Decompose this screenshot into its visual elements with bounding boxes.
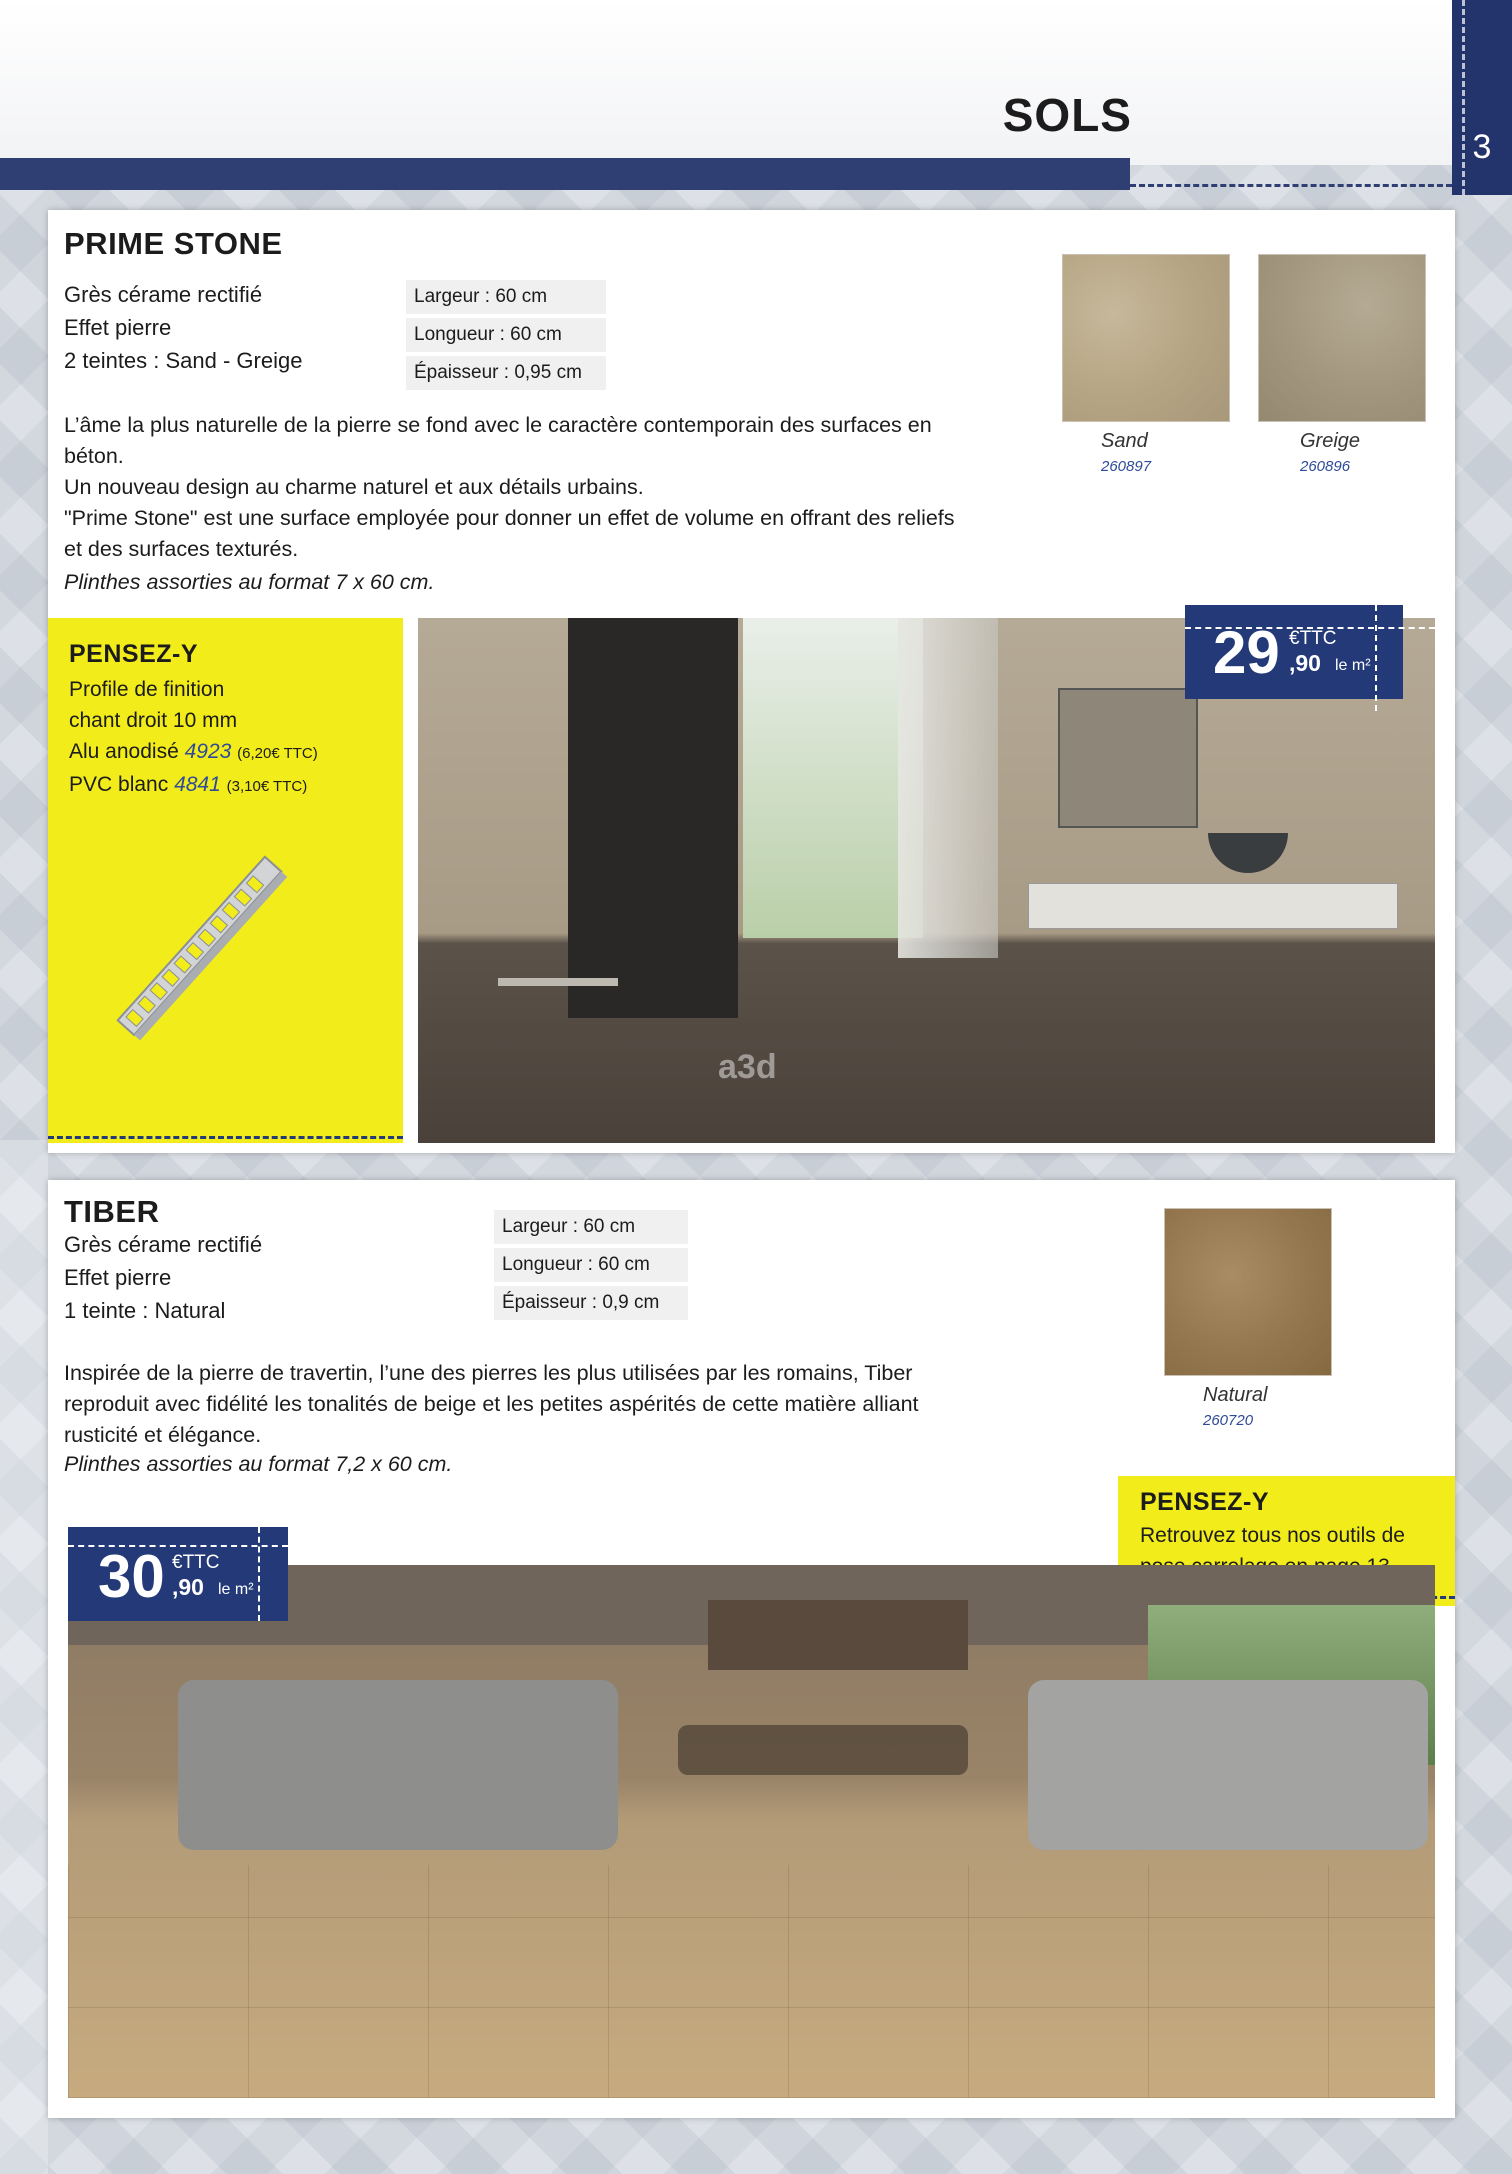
description-line: rusticité et élégance. — [64, 1423, 262, 1447]
feature-text: Effet pierre — [64, 315, 172, 340]
price-dashed-line — [68, 1545, 288, 1547]
pensez-line: chant droit 10 mm — [69, 709, 238, 732]
price-badge — [68, 1527, 288, 1621]
photo-travertine-floor — [68, 1865, 1435, 2098]
photo-coffee-table — [678, 1725, 968, 1775]
price-decimal: ,90 — [1289, 650, 1321, 676]
pensez-price: (3,10€ TTC) — [226, 778, 308, 795]
photo-dark-wall — [568, 618, 738, 1018]
price-badge — [1185, 605, 1403, 699]
pensez-line — [69, 769, 399, 802]
description-line: Un nouveau design au charme naturel et aux détails urbains. — [64, 475, 644, 499]
spec-thickness: Épaisseur : 0,9 cm — [494, 1286, 688, 1320]
description-line: reproduit avec fidélité les tonalités de beige et les petites aspérités de cette matière alliant — [64, 1392, 919, 1416]
tiber-panel — [48, 1180, 1455, 2118]
spec-length: Longueur : 60 cm — [406, 318, 606, 352]
header-dashed-line — [1130, 184, 1452, 187]
photo-side-table — [498, 978, 618, 986]
pensez-label: Alu anodisé — [69, 740, 179, 763]
header-band — [0, 0, 1452, 165]
page-number: 3 — [1472, 128, 1492, 166]
background-tile — [0, 1140, 48, 2174]
product-name: PRIME STONE — [64, 226, 283, 261]
price-dashed-line — [1185, 627, 1435, 629]
swatch-name: Sand — [1101, 430, 1148, 452]
photo-basin — [1208, 833, 1288, 873]
photo-sofa-left — [178, 1680, 618, 1850]
pensez-ref: 4923 — [184, 740, 232, 763]
price-unit: le m² — [218, 1581, 254, 1598]
plinthes-note: Plinthes assorties au format 7,2 x 60 cm. — [64, 1452, 453, 1476]
swatch-sand — [1062, 254, 1230, 422]
spec-thickness: Épaisseur : 0,95 cm — [406, 356, 606, 390]
pensez-y-box — [48, 618, 403, 1143]
swatch-greige — [1258, 254, 1426, 422]
swatch-ref: 260897 — [1101, 458, 1152, 475]
swatch-ref: 260720 — [1203, 1412, 1254, 1429]
page-header — [0, 0, 1512, 195]
pensez-line — [69, 736, 399, 769]
pensez-label: PVC blanc — [69, 773, 169, 796]
feature-text: Effet pierre — [64, 1265, 172, 1290]
price-integer: 29 — [1213, 619, 1280, 686]
pensez-ref: 4841 — [174, 773, 221, 796]
header-blue-bar — [0, 158, 1130, 190]
spec-width: Largeur : 60 cm — [406, 280, 606, 314]
photo-sofa-right — [1028, 1680, 1428, 1850]
pensez-y-text — [69, 674, 399, 802]
prime-stone-panel — [48, 210, 1455, 1153]
spec-length: Longueur : 60 cm — [494, 1248, 688, 1282]
photo-mirror — [1058, 688, 1198, 828]
pensez-price: (6,20€ TTC) — [237, 745, 318, 762]
photo-watermark: a3d — [718, 1048, 777, 1086]
description-line: Inspirée de la pierre de travertin, l’une des pierres les plus utilisées par les romains, Tiber — [64, 1361, 913, 1385]
plinthes-note: Plinthes assorties au format 7 x 60 cm. — [64, 570, 435, 594]
profile-strip-icon — [88, 828, 308, 1088]
feature-text: 2 teintes : Sand - Greige — [64, 348, 303, 373]
price-unit: le m² — [1335, 657, 1371, 674]
photo-curtain — [898, 618, 998, 958]
price-dashed-line — [258, 1527, 260, 1621]
photo-window — [743, 618, 923, 938]
feature-text: 1 teinte : Natural — [64, 1298, 226, 1323]
pensez-line: Retrouvez tous nos outils de — [1140, 1524, 1405, 1547]
feature-text: Grès cérame rectifié — [64, 1232, 263, 1257]
pensez-y-title: PENSEZ-Y — [69, 640, 199, 668]
photo-vanity — [1028, 883, 1398, 929]
swatch-name: Natural — [1203, 1384, 1268, 1406]
description-line: "Prime Stone" est une surface employée pour donner un effet de volume en offrant des reliefs — [64, 506, 955, 530]
price-currency: €TTC — [172, 1552, 220, 1573]
pensez-dashed-line — [48, 1136, 403, 1139]
feature-text: Grès cérame rectifié — [64, 282, 263, 307]
spec-width: Largeur : 60 cm — [494, 1210, 688, 1244]
description-line: béton. — [64, 444, 124, 468]
swatch-name: Greige — [1300, 430, 1361, 452]
description-line: L’âme la plus naturelle de la pierre se fond avec le caractère contemporain des surfaces en — [64, 413, 932, 437]
price-integer: 30 — [98, 1543, 165, 1610]
tiber-living-room-photo — [68, 1565, 1435, 2098]
swatch-natural — [1164, 1208, 1332, 1376]
price-decimal: ,90 — [172, 1574, 204, 1600]
pensez-y-title: PENSEZ-Y — [1140, 1488, 1270, 1516]
pensez-line: Profile de finition — [69, 678, 225, 701]
section-title: SOLS — [1002, 89, 1132, 141]
photo-dining-table — [708, 1600, 968, 1670]
product-description — [64, 410, 1084, 565]
swatch-ref: 260896 — [1300, 458, 1351, 475]
price-dashed-line — [1375, 605, 1377, 711]
product-name: TIBER — [64, 1194, 160, 1229]
product-description — [64, 1358, 1094, 1451]
price-currency: €TTC — [1289, 628, 1337, 649]
description-line: et des surfaces texturés. — [64, 537, 299, 561]
